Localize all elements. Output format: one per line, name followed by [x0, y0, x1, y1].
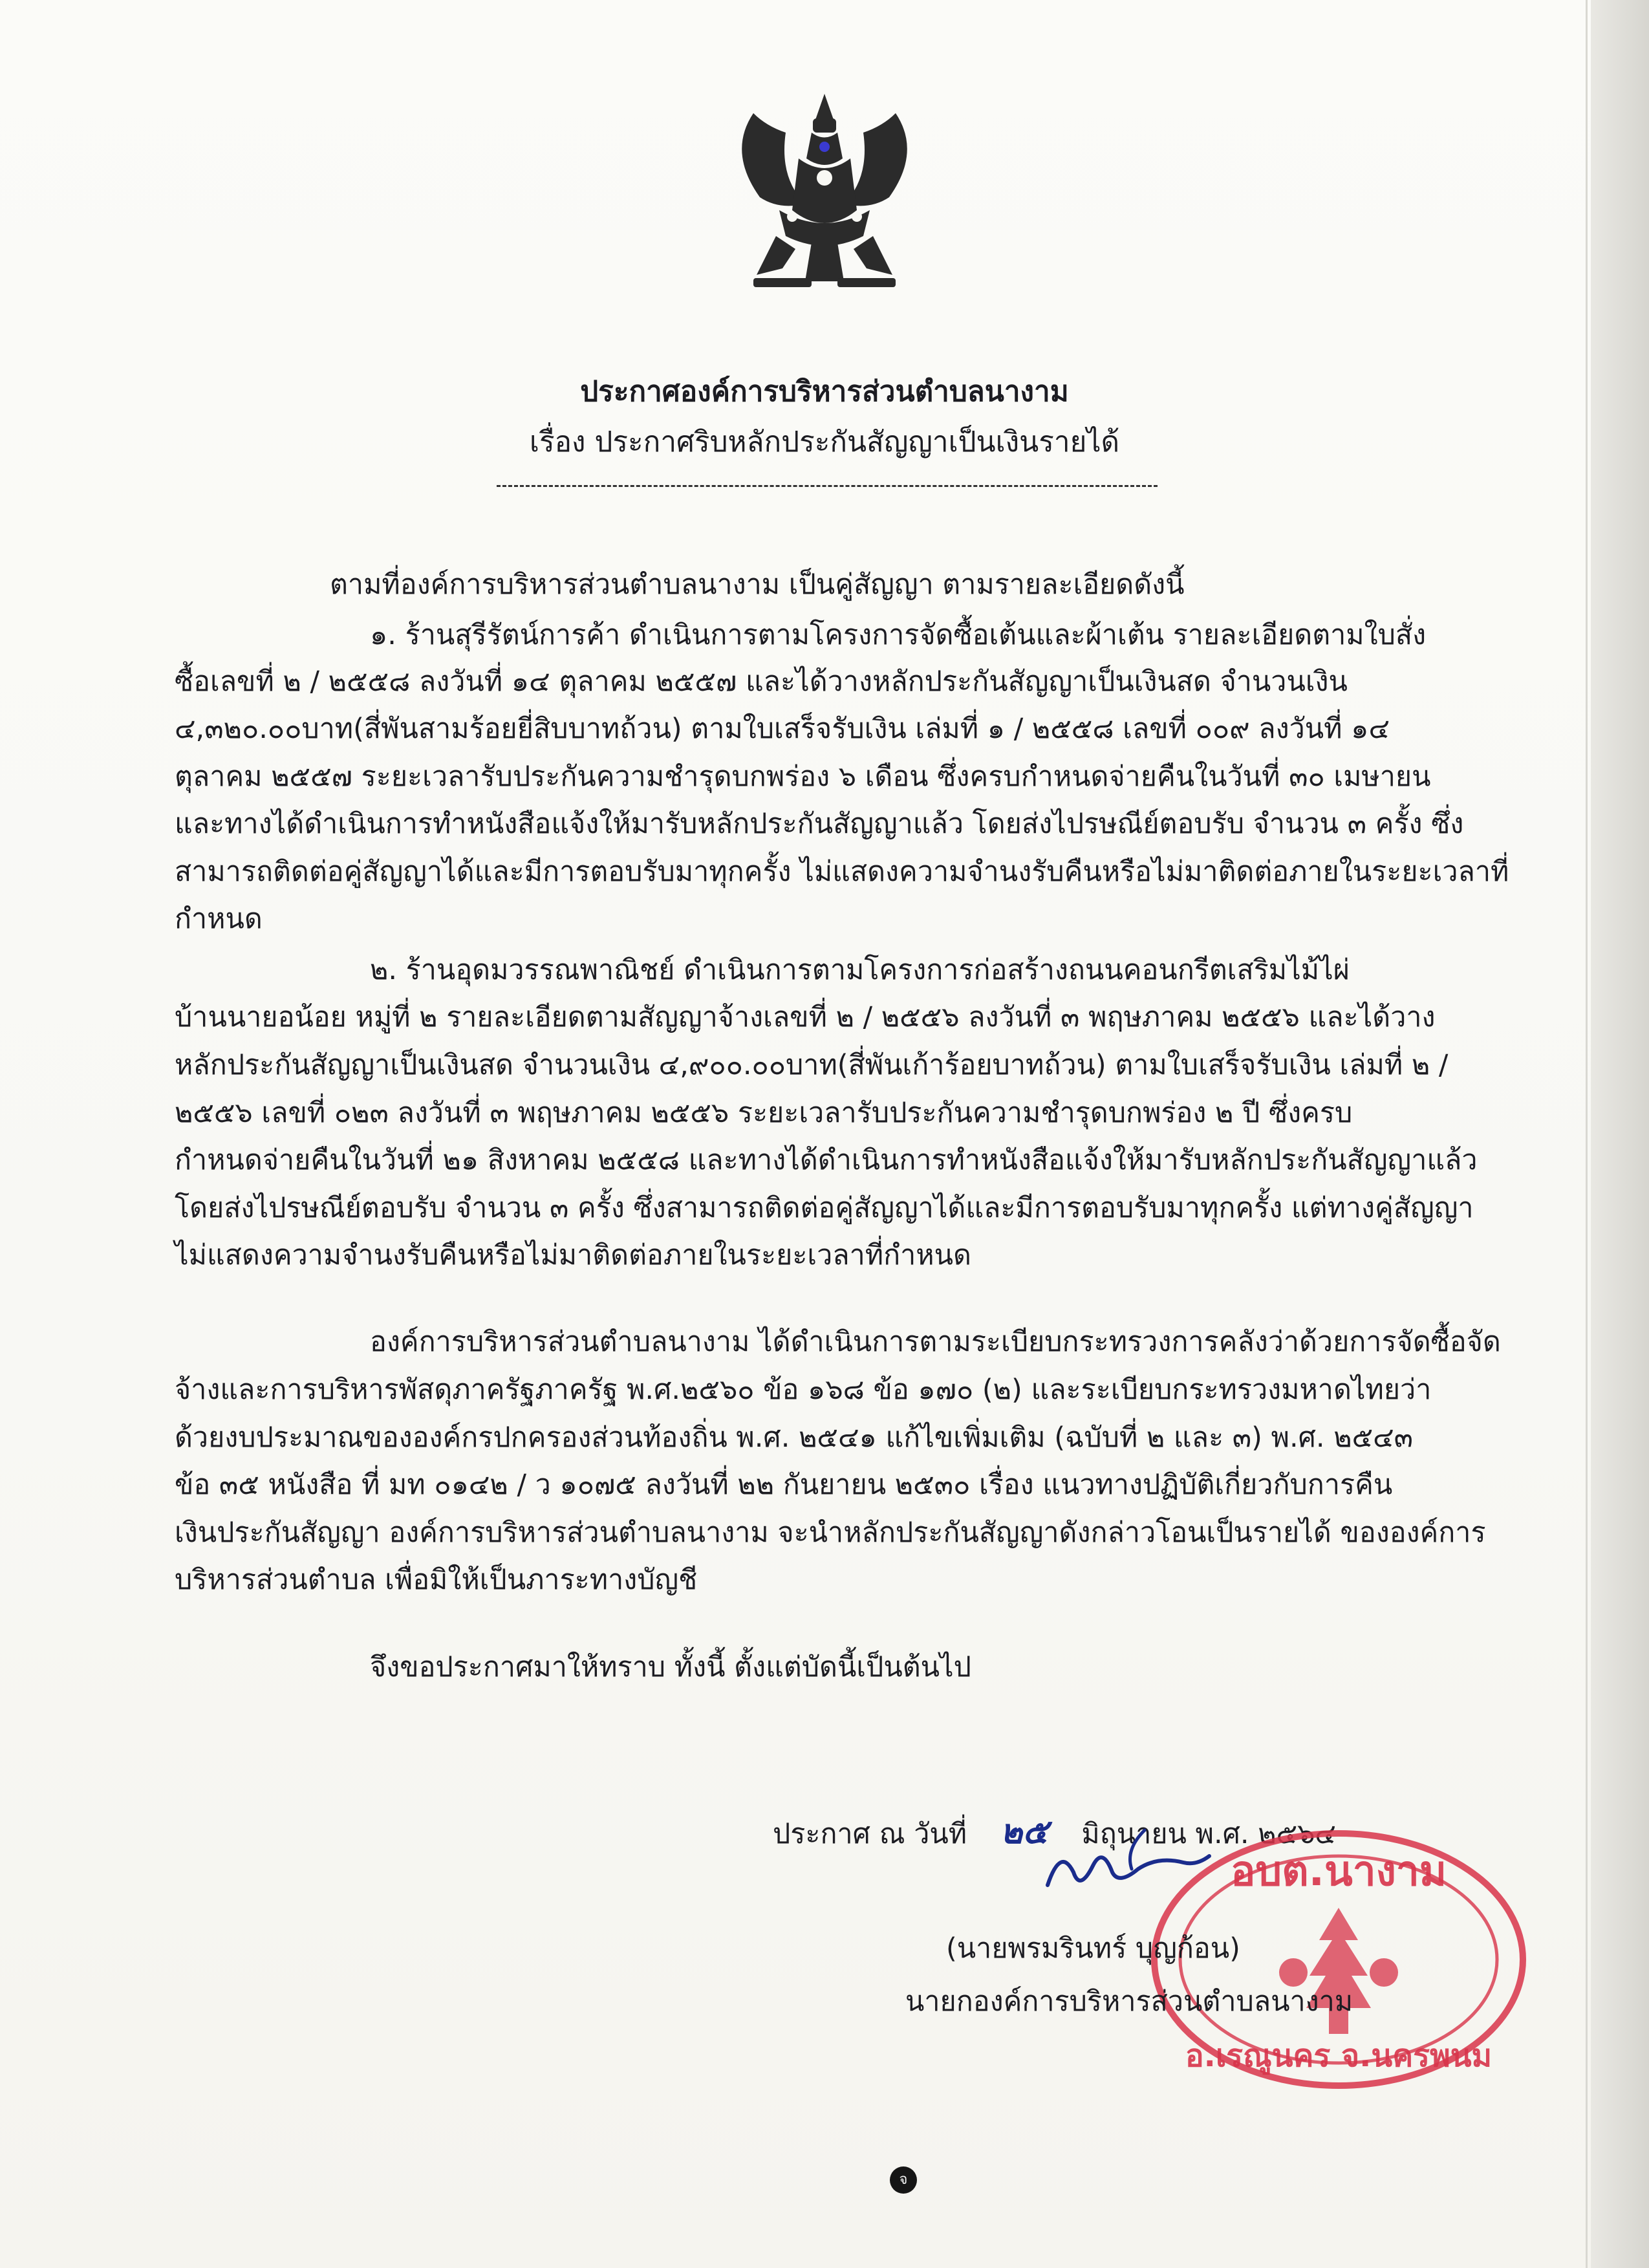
date-rest: มิถุนายน พ.ศ. ๒๕๖๔	[1081, 1818, 1336, 1850]
handwritten-day: ๒๕	[1000, 1813, 1048, 1852]
signer-position: นายกองค์การบริหารส่วนตำบลนางาม	[905, 1985, 1353, 2018]
page-edge	[1586, 0, 1588, 2268]
body-line-10: บ้านนายอน้อย หมู่ที่ ๒ รายละเอียดตามสัญญาจ้างเลขที่ ๒ / ๒๕๕๖ ลงวันที่ ๓ พฤษภาคม ๒๕๕๖ และได้วาง	[175, 1001, 1436, 1033]
announcement-subject: เรื่อง ประกาศริบหลักประกันสัญญาเป็นเงินรายได้	[529, 426, 1120, 459]
header-divider	[497, 485, 1158, 487]
body-line-21: บริหารส่วนตำบล เพื่อมิให้เป็นภาระทางบัญชี	[175, 1564, 698, 1596]
body-line-16: องค์การบริหารส่วนตำบลนางาม ได้ดำเนินการตามระเบียบกระทรวงการคลังว่าด้วยการจัดซื้อจัด	[370, 1326, 1501, 1358]
body-line-20: เงินประกันสัญญา องค์การบริหารส่วนตำบลนางาม จะนำหลักประกันสัญญาดังกล่าวโอนเป็นรายได้ ขององค์การ	[175, 1517, 1486, 1549]
body-line-13: กำหนดจ่ายคืนในวันที่ ๒๑ สิงหาคม ๒๕๕๘ และทางได้ดำเนินการทำหนังสือแจ้งให้มารับหลักประกันสัญญาแล้ว	[175, 1144, 1478, 1176]
seal-top-text: อบต.นางาม	[1231, 1848, 1447, 1895]
page-mark	[890, 2166, 917, 2194]
body-line-11: หลักประกันสัญญาเป็นเงินสด จำนวนเงิน ๔,๙๐๐.๐๐บาท(สี่พันเก้าร้อยบาทถ้วน) ตามใบเสร็จรับเงิน เล่มที่ ๒ /	[175, 1049, 1449, 1081]
garuda-emblem-icon	[715, 87, 934, 297]
body-line-22: จึงขอประกาศมาให้ทราบ ทั้งนี้ ตั้งแต่บัดนี้เป็นต้นไป	[370, 1651, 971, 1683]
body-line-9: ๒. ร้านอุดมวรรณพาณิชย์ ดำเนินการตามโครงการก่อสร้างถนนคอนกรีตเสริมไม้ไผ่	[370, 954, 1350, 986]
body-line-17: จ้างและการบริหารพัสดุภาครัฐภาครัฐ พ.ศ.๒๕๖๐ ข้อ ๑๖๘ ข้อ ๑๗๐ (๒) และระเบียบกระทรวงมหาดไทยว่า	[175, 1374, 1432, 1406]
body-line-3: ซื้อเลขที่ ๒ / ๒๕๕๘ ลงวันที่ ๑๔ ตุลาคม ๒๕๕๗ และได้วางหลักประกันสัญญาเป็นเงินสด จำนวนเงิน	[175, 665, 1348, 698]
signer-name: (นายพรมรินทร์ บุญก้อน)	[946, 1932, 1240, 1965]
body-line-5: ตุลาคม ๒๕๕๗ ระยะเวลารับประกันความชำรุดบกพร่อง ๖ เดือน ซึ่งครบกำหนดจ่ายคืนในวันที่ ๓๐ เมษายน	[175, 761, 1431, 793]
body-line-7: สามารถติดต่อคู่สัญญาได้และมีการตอบรับมาทุกครั้ง ไม่แสดงความจำนงรับคืนหรือไม่มาติดต่อภายในระยะเวลาที่	[175, 856, 1509, 888]
page-mark-text: จ	[899, 2172, 908, 2188]
body-line-18: ด้วยงบประมาณขององค์กรปกครองส่วนท้องถิ่น พ.ศ. ๒๕๔๑ แก้ไขเพิ่มเติม (ฉบับที่ ๒ และ ๓) พ.ศ. ๒๕๔๓	[175, 1421, 1414, 1454]
body-line-8: กำหนด	[175, 903, 263, 935]
body-line-4: ๔,๓๒๐.๐๐บาท(สี่พันสามร้อยยี่สิบบาทถ้วน) ตามใบเสร็จรับเงิน เล่มที่ ๑ / ๒๕๕๘ เลขที่ ๐๐๙ ลงวันที่ ๑๔	[175, 713, 1390, 745]
body-line-2: ๑. ร้านสุรีรัตน์การค้า ดำเนินการตามโครงการจัดซื้อเต้นและผ้าเต้น รายละเอียดตามใบสั่ง	[370, 619, 1427, 651]
body-line-14: โดยส่งไปรษณีย์ตอบรับ จำนวน ๓ ครั้ง ซึ่งสามารถติดต่อคู่สัญญาได้และมีการตอบรับมาทุกครั้ง แต่ทางคู่สัญญา	[175, 1192, 1474, 1224]
body-line-6: และทางได้ดำเนินการทำหนังสือแจ้งให้มารับหลักประกันสัญญาแล้ว โดยส่งไปรษณีย์ตอบรับ จำนวน ๓ ครั้ง ซึ่ง	[175, 808, 1464, 840]
date-prefix: ประกาศ ณ วันที่	[773, 1818, 967, 1850]
page-shadow	[1591, 0, 1649, 2268]
body-line-12: ๒๕๕๖ เลขที่ ๐๒๓ ลงวันที่ ๓ พฤษภาคม ๒๕๕๖ ระยะเวลารับประกันความชำรุดบกพร่อง ๒ ปี ซึ่งครบ	[175, 1097, 1353, 1129]
body-line-15: ไม่แสดงความจำนงรับคืนหรือไม่มาติดต่อภายในระยะเวลาที่กำหนด	[175, 1239, 971, 1271]
seal-bottom-text: อ.เรณูนคร จ.นครพนม	[1185, 2038, 1493, 2074]
body-line-19: ข้อ ๓๕ หนังสือ ที่ มท ๐๑๔๒ / ว ๑๐๗๕ ลงวันที่ ๒๒ กันยายน ๒๕๓๐ เรื่อง แนวทางปฏิบัติเกี่ยวกับการคืน	[175, 1469, 1393, 1501]
body-line-1: ตามที่องค์การบริหารส่วนตำบลนางาม เป็นคู่สัญญา ตามรายละเอียดดังนี้	[330, 568, 1185, 601]
announcement-title: ประกาศองค์การบริหารส่วนตำบลนางาม	[580, 375, 1069, 408]
